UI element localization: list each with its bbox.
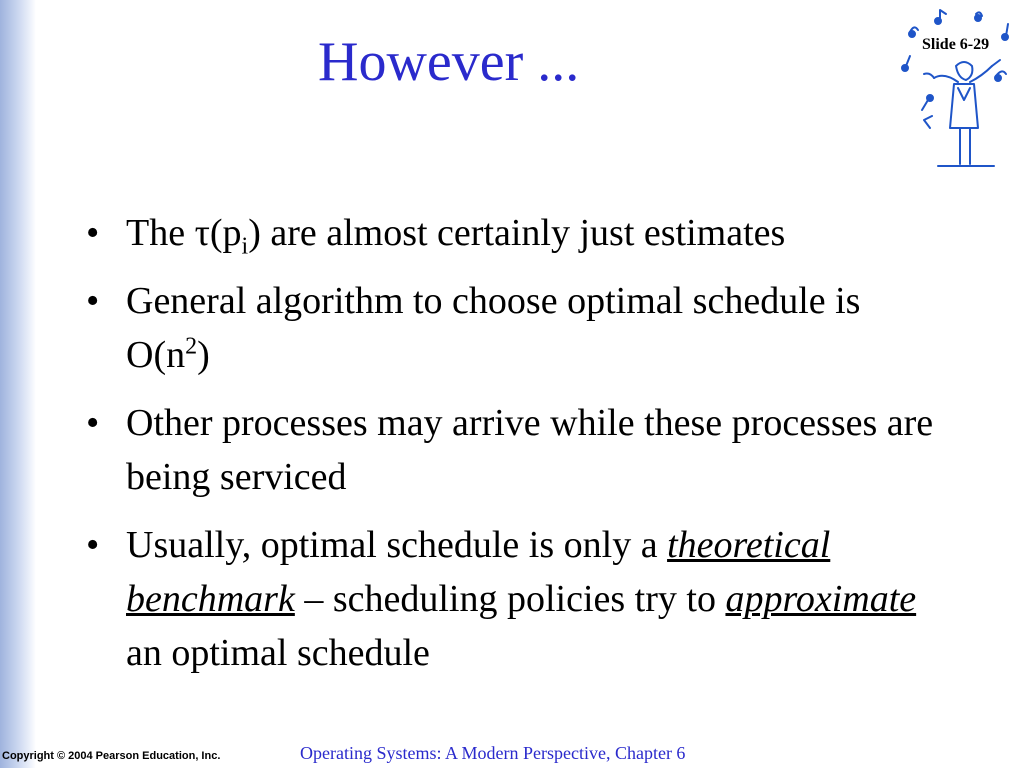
emphasis-theoretical-benchmark: theoretical benchmark — [126, 524, 831, 620]
left-gradient-bar — [0, 0, 36, 768]
conductor-music-notes-icon — [898, 4, 1022, 174]
subscript-i: i — [241, 233, 249, 260]
footer-course-title: Operating Systems: A Modern Perspective, Chapter 6 — [300, 743, 686, 763]
bullet-item — [82, 274, 952, 382]
bullet-dot: • — [86, 212, 100, 254]
bullet-dot: • — [86, 402, 100, 444]
slide-number: Slide 6-29 — [922, 36, 990, 53]
bullet-text: Usually, optimal schedule is only a theoretical benchmark – scheduling policies try to approximate an optimal schedule — [126, 524, 917, 674]
bullet-item — [82, 206, 952, 260]
superscript-2: 2 — [185, 333, 198, 360]
bullet-text: The $\tau(p_i)$ are almost certainly just estimates — [126, 212, 786, 260]
bullet-list — [82, 206, 952, 694]
bullet-item — [82, 518, 952, 680]
slide-title: However ... — [318, 31, 580, 93]
bullet-dot: • — [86, 280, 100, 322]
footer-copyright: Copyright © 2004 Pearson Education, Inc. — [2, 750, 221, 762]
bullet-text: Other processes may arrive while these processes are being serviced — [126, 402, 934, 498]
bullet-item — [82, 396, 952, 504]
bullet-text: General algorithm to choose optimal schedule is $O(n^2)$ — [126, 280, 861, 376]
emphasis-approximate: approximate — [725, 578, 917, 620]
tau-symbol: τ — [194, 212, 210, 254]
bullet-dot: • — [86, 524, 100, 566]
